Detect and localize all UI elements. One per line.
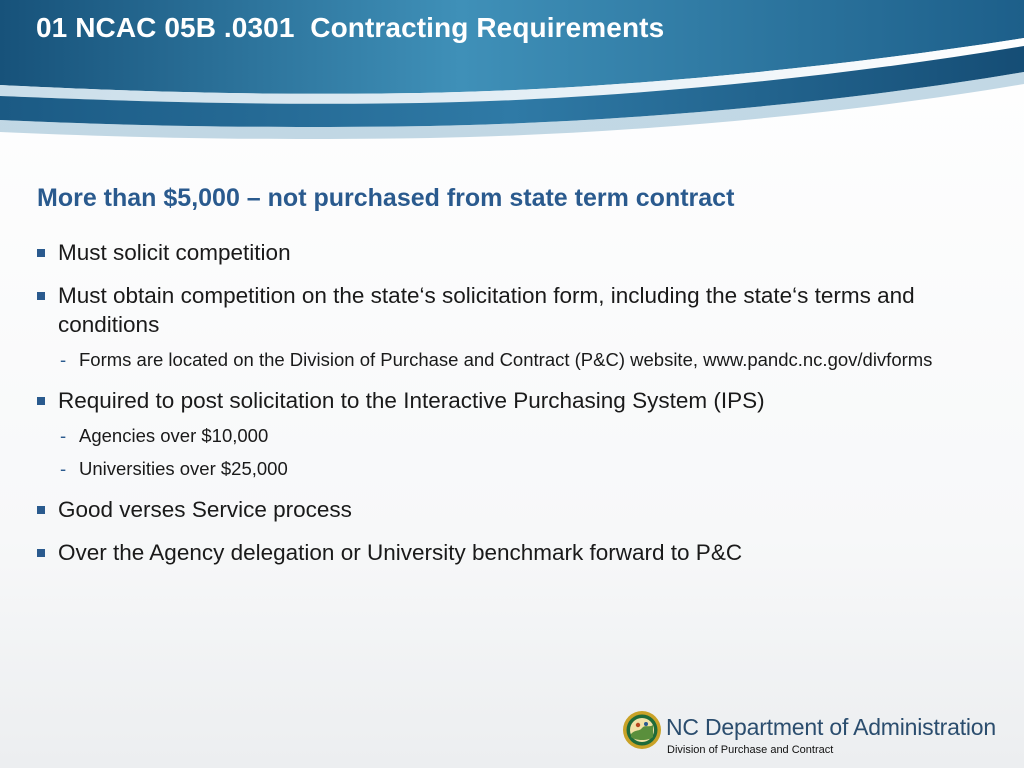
square-bullet-icon [37, 397, 45, 405]
sub-bullet-text: Forms are located on the Division of Purchase and Contract (P&C) website, www.pandc.nc.gov/divforms [79, 349, 933, 370]
bullet-text: Required to post solicitation to the Interactive Purchasing System (IPS) [58, 388, 765, 413]
bullet-text: Must solicit competition [58, 240, 291, 265]
bullet-item [36, 386, 996, 415]
bullet-item [36, 238, 996, 267]
square-bullet-icon [37, 249, 45, 257]
square-bullet-icon [37, 549, 45, 557]
bullet-item [36, 495, 996, 524]
sub-bullet-item [58, 456, 996, 482]
dash-bullet: - [60, 349, 67, 370]
division-name: Division of Purchase and Contract [667, 744, 834, 756]
slide-title: 01 NCAC 05B .0301 Contracting Requirements [36, 12, 665, 43]
square-bullet-icon [37, 506, 45, 514]
bullet-item [36, 538, 996, 567]
bullet-list [36, 238, 996, 581]
sub-bullet-item [58, 423, 996, 449]
footer-logo [622, 708, 1002, 760]
bullet-item [36, 281, 996, 339]
sub-bullet-item [58, 347, 996, 373]
sub-bullet-text: Agencies over $10,000 [79, 425, 269, 446]
slide-subtitle: More than $5,000 – not purchased from state term contract [37, 184, 735, 212]
dash-bullet: - [60, 425, 67, 446]
square-bullet-icon [37, 292, 45, 300]
organization-name: NC Department of Administration [666, 714, 996, 740]
nc-state-seal-icon [622, 710, 662, 750]
bullet-text: Good verses Service process [58, 497, 352, 522]
sub-bullet-text: Universities over $25,000 [79, 458, 288, 479]
bullet-text: Over the Agency delegation or University benchmark forward to P&C [58, 540, 743, 565]
dash-bullet: - [60, 458, 67, 479]
bullet-text: Must obtain competition on the state‘s solicitation form, including the state‘s terms and conditions [58, 283, 915, 337]
